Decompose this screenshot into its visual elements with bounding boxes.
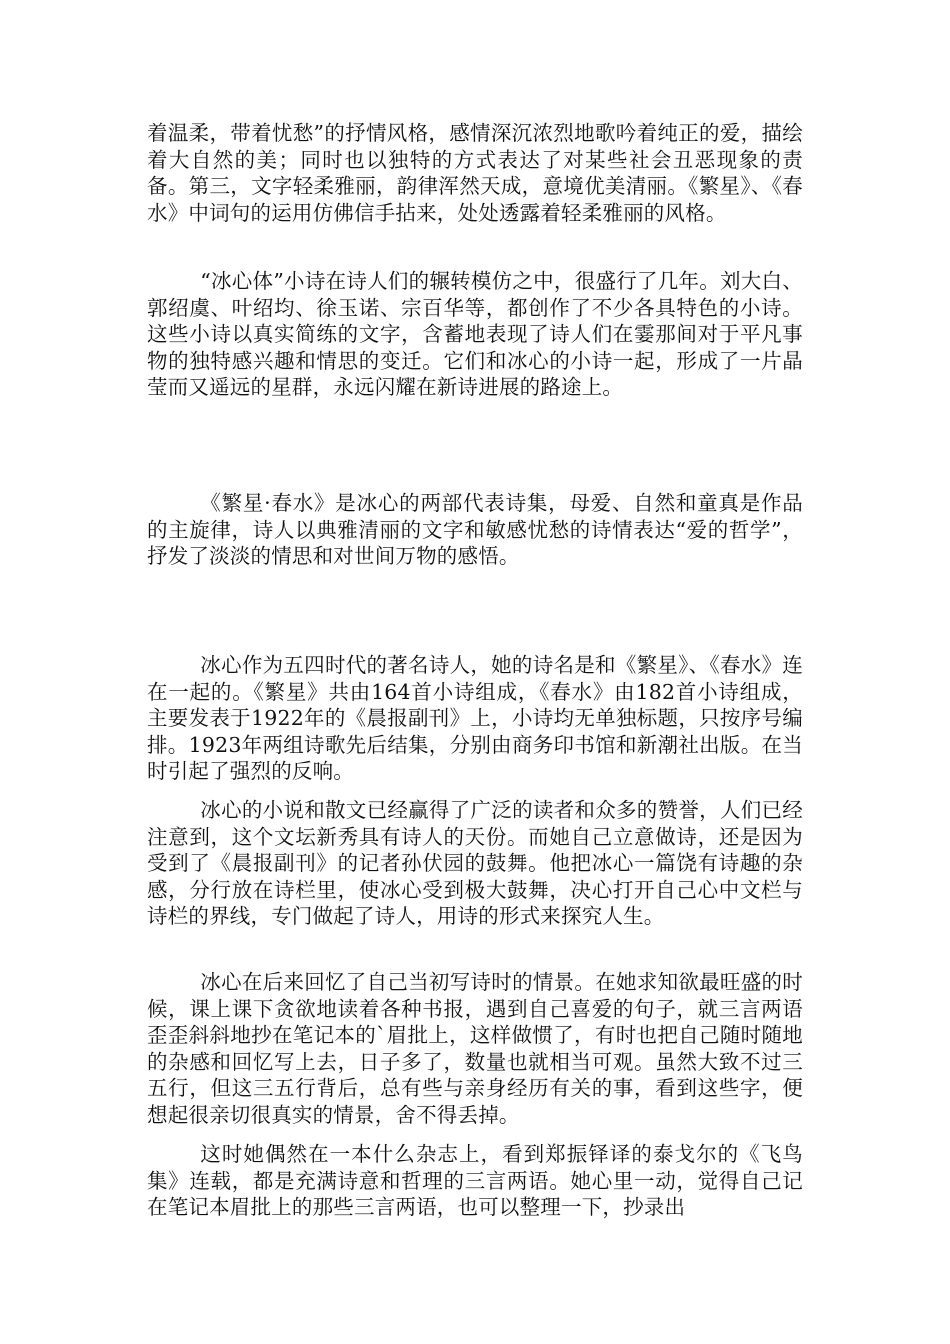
paragraph-inspiration: 这时她偶然在一本什么杂志上，看到郑振铎译的泰戈尔的《飞鸟集》连载，都是充满诗意和哲理的三言两语。她心里一动，觉得自己记在笔记本眉批上的那些三言两语，也可以整理一下，抄录出 bbox=[147, 1142, 803, 1219]
paragraph-poet-origin: 冰心的小说和散文已经赢得了广泛的读者和众多的赞誉，人们已经注意到，这个文坛新秀具有诗人的天份。而她自己立意做诗，还是因为受到了《晨报副刊》的记者孙伏园的鼓舞。他把冰心一篇饶有诗趣的杂感，分行放在诗栏里，使冰心受到极大鼓舞，决心打开自己心中文栏与诗栏的界线，专门做起了诗人，用诗的形式来探究人生。 bbox=[147, 798, 803, 928]
paragraph-summary: 《繁星·春水》是冰心的两部代表诗集，母爱、自然和童真是作品的主旋律，诗人以典雅清丽的文字和敏感忧愁的诗情表达“爱的哲学”，抒发了淡淡的情思和对世间万物的感悟。 bbox=[147, 491, 803, 568]
paragraph-continuation: 着温柔，带着忧愁”的抒情风格，感情深沉浓烈地歌吟着纯正的爱，描绘着大自然的美；同时也以独特的方式表达了对某些社会丑恶现象的责备。第三，文字轻柔雅丽，韵律浑然天成，意境优美清丽。《繁星》、《春水》中词句的运用仿佛信手拈来，处处透露着轻柔雅丽的风格。 bbox=[147, 121, 803, 225]
paragraph-recollection: 冰心在后来回忆了自己当初写诗时的情景。在她求知欲最旺盛的时候，课上课下贪欲地读着各种书报，遇到自己喜爱的句子，就三言两语歪歪斜斜地抄在笔记本的`眉批上，这样做惯了，有时也把自己随时随地的杂感和回忆写上去，日子多了，数量也就相当可观。虽然大致不过三五行，但这三五行背后，总有些与亲身经历有关的事，看到这些字，便想起很亲切很真实的情景，舍不得丢掉。 bbox=[147, 970, 803, 1127]
paragraph-background: 冰心作为五四时代的著名诗人，她的诗名是和《繁星》、《春水》连在一起的。《繁星》共由164首小诗组成，《春水》由182首小诗组成，主要发表于1922年的《晨报副刊》上，小诗均无单独标题，只按序号编排。1923年两组诗歌先后结集，分别由商务印书馆和新潮社出版。在当时引起了强烈的反响。 bbox=[147, 653, 803, 783]
paragraph-bingxin-style: “冰心体”小诗在诗人们的辗转模仿之中，很盛行了几年。刘大白、郭绍虞、叶绍均、徐玉诺、宗百华等，都创作了不少各具特色的小诗。这些小诗以真实简练的文字，含蓄地表现了诗人们在霎那间对于平凡事物的独特感兴趣和情思的变迁。它们和冰心的小诗一起，形成了一片晶莹而又遥远的星群，永远闪耀在新诗进展的路途上。 bbox=[147, 269, 803, 399]
